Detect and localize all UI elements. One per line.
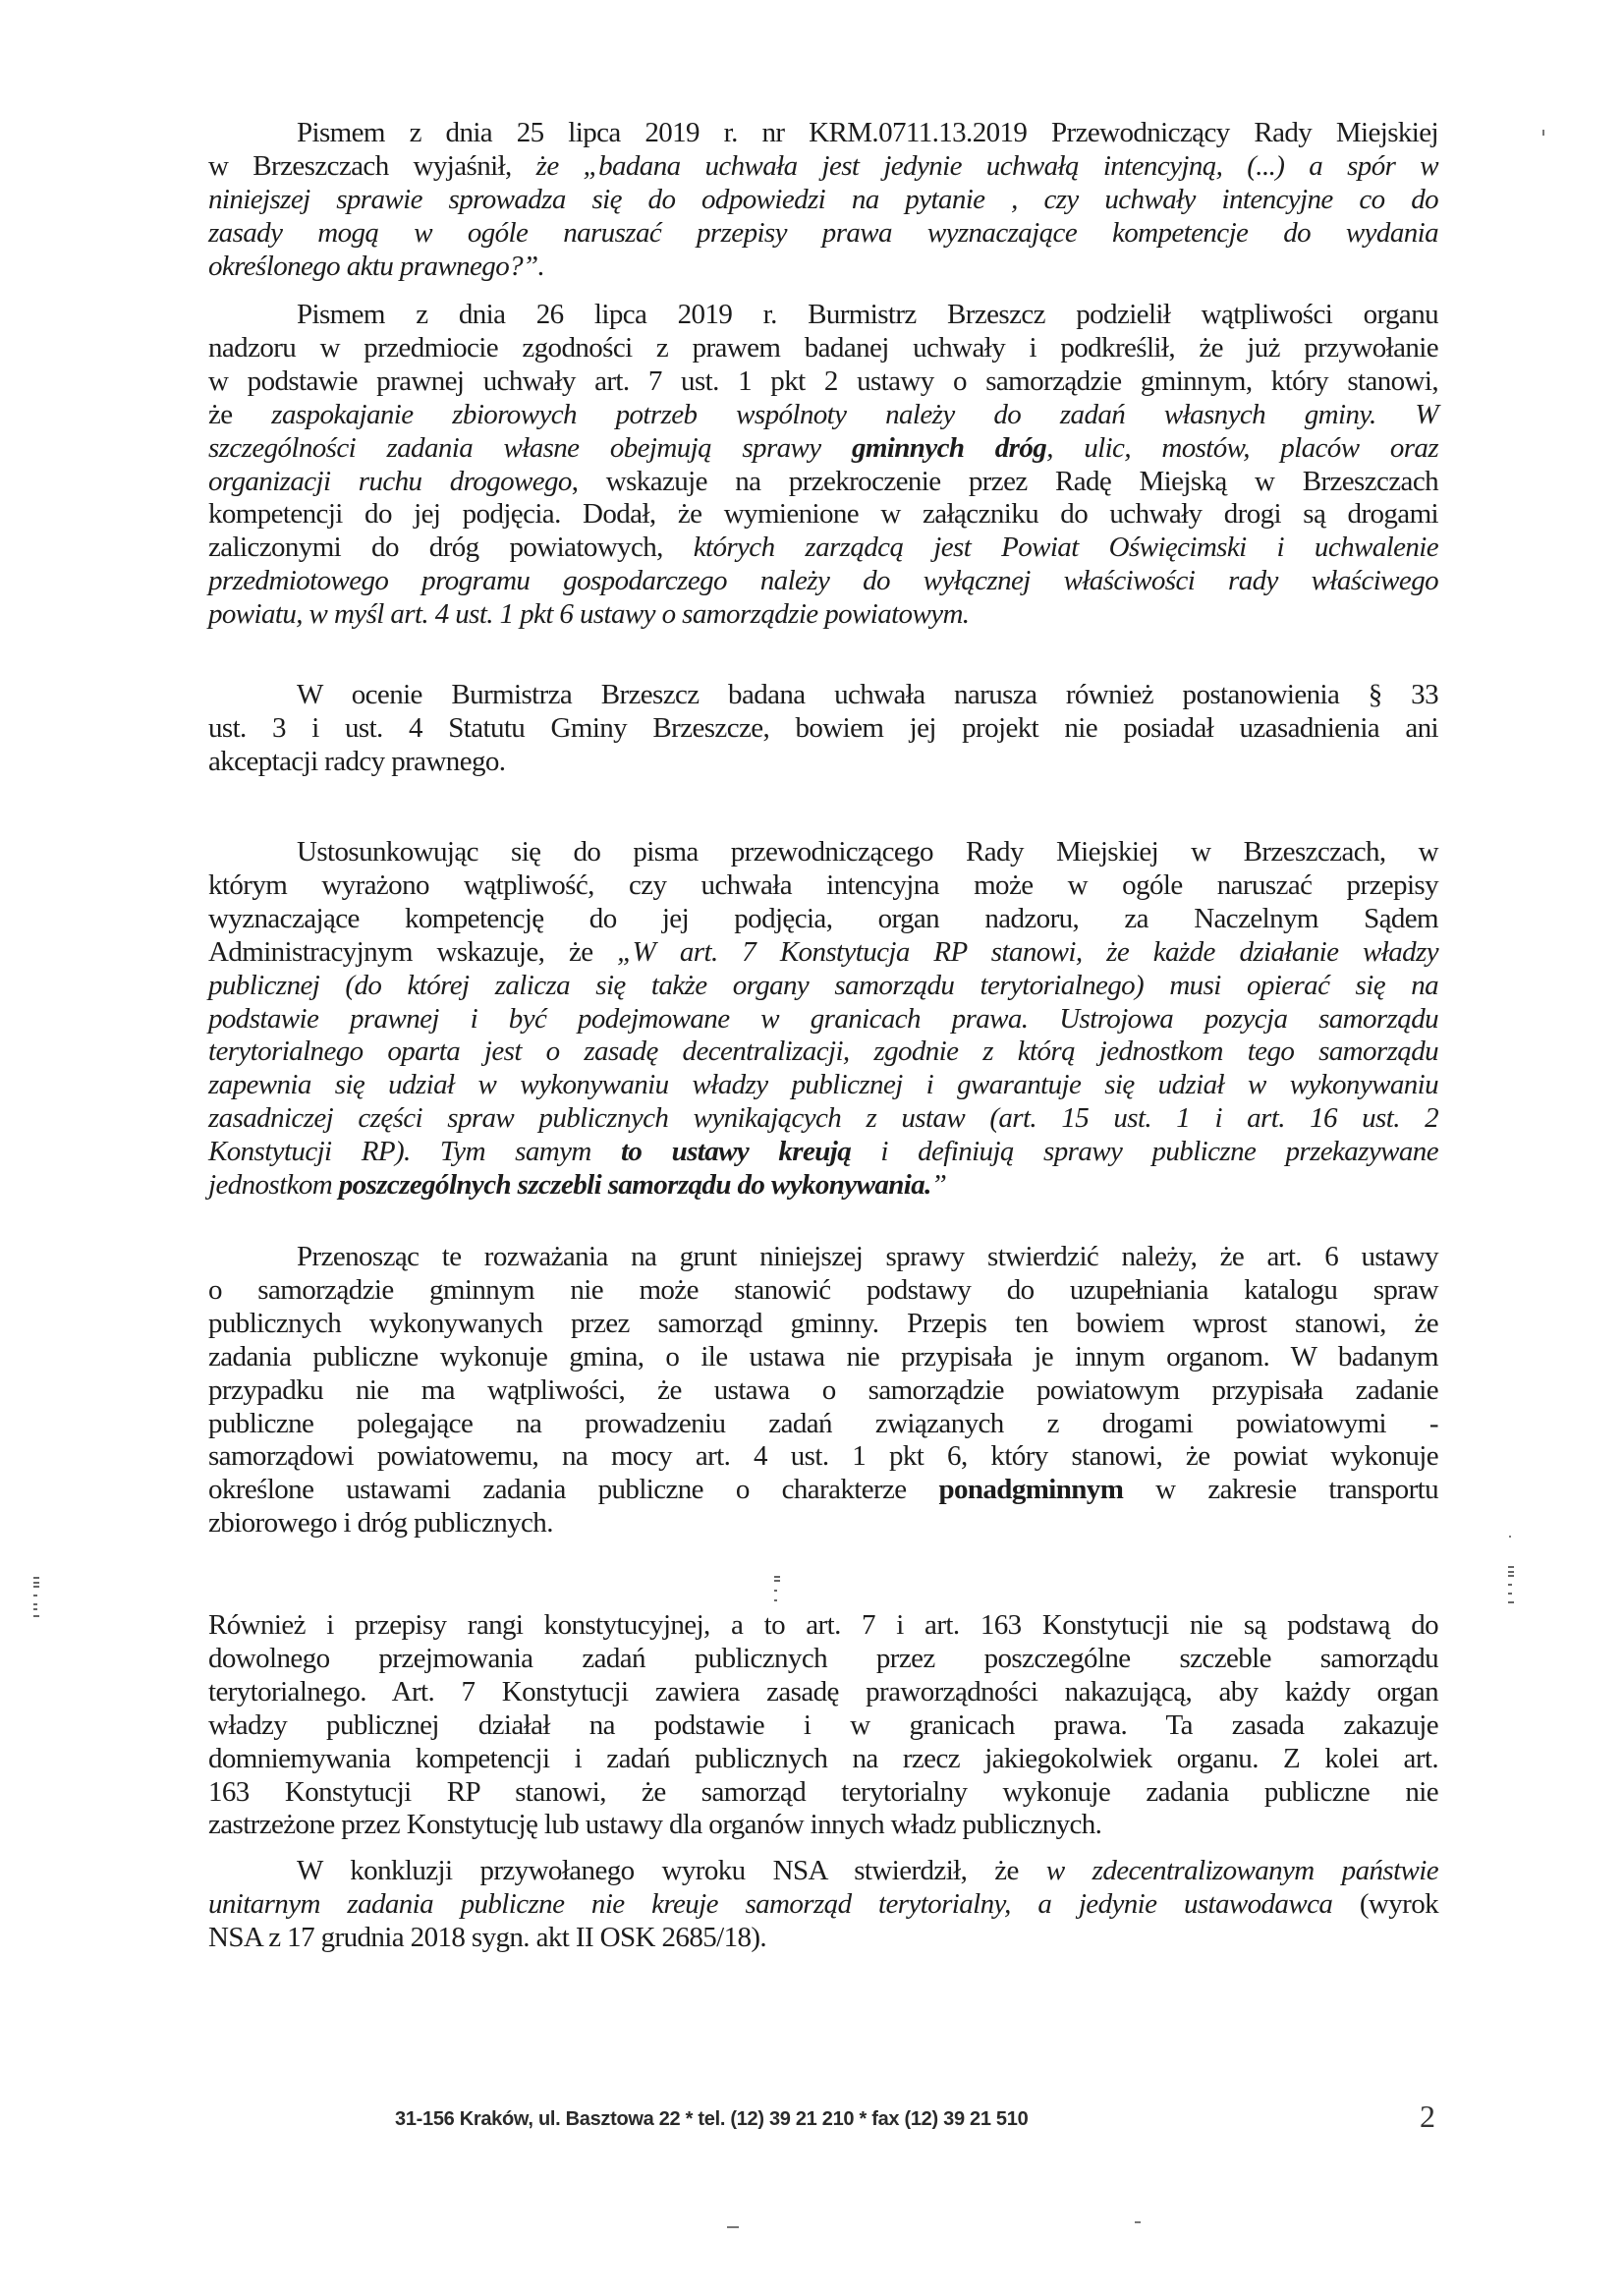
text-line [297, 678, 1438, 711]
text-run: w Brzeszczach wyjaśnił, [208, 149, 536, 182]
italic-text-run: podstawie prawnej i być podejmowane w granicach prawa. Ustrojowa pozycja samorządu [208, 1002, 1438, 1035]
text-line [208, 398, 1438, 431]
italic-text-run: których zarządcą jest Powiat Oświęcimski i uchwalenie [693, 532, 1438, 564]
italic-text-run: że „badana uchwała jest jedynie uchwałą intencyjną, (...) a spór w [535, 149, 1438, 182]
text-line [208, 497, 1438, 531]
bold-text-run: poszczególnych szczebli samorządu do wykonywania. [338, 1169, 931, 1201]
text-line [297, 1240, 1438, 1273]
text-run: publiczne polegające na prowadzeniu zadań związanych z drogami powiatowymi - [208, 1407, 1438, 1439]
italic-text-run: i definiują sprawy publiczne przekazywane [851, 1136, 1438, 1168]
text-run: Ustosunkowując się do pisma przewodniczącego Rady Miejskiej w Brzeszczach, w [297, 836, 1438, 868]
text-line [208, 431, 1438, 465]
text-run: ust. 3 i ust. 4 Statutu Gminy Brzeszcze, bowiem jej projekt nie posiadał uzasadnienia ani [208, 711, 1438, 744]
text-line [208, 1407, 1438, 1440]
text-line [208, 711, 1438, 745]
bold-text-run: ponadgminnym [938, 1474, 1124, 1506]
scan-speck [1135, 2221, 1141, 2223]
text-run: akceptacji radcy prawnego. [208, 745, 506, 777]
italic-text-run: „W art. 7 Konstytucja RP stanowi, że każde działanie władzy [617, 935, 1438, 968]
text-run: Przenosząc te rozważania na grunt niniejszej sprawy stwierdzić należy, że art. 6 ustawy [297, 1241, 1438, 1272]
text-run: NSA z 17 grudnia 2018 sygn. akt II OSK 2685/18). [208, 1921, 767, 1953]
text-run: publicznych wykonywanych przez samorząd gminny. Przepis ten bowiem wprost stanowi, że [208, 1307, 1438, 1339]
italic-text-run: zasadniczej części spraw publicznych wynikających z ustaw (art. 15 ust. 1 i art. 16 ust. 2 [208, 1102, 1438, 1135]
text-run: przypadku nie ma wątpliwości, że ustawa o samorządzie powiatowym przypisała zadanie [208, 1373, 1438, 1406]
text-line [208, 1002, 1438, 1036]
text-run: kompetencji do jej podjęcia. Dodał, że wymienione w załączniku do uchwały drogi są drogami [208, 498, 1438, 531]
text-run: domniemywania kompetencji i zadań publicznych na rzecz jakiegokolwiek organu. Z kolei art. [208, 1742, 1438, 1774]
text-line [208, 564, 1438, 597]
text-line [208, 1340, 1438, 1373]
italic-text-run: zaspokajanie zbiorowych potrzeb wspólnoty należy do zadań własnych gminy. W [271, 398, 1438, 430]
text-run: w podstawie prawnej uchwały art. 7 ust. 1 pkt 2 ustawy o samorządzie gminnym, który stanowi, [208, 364, 1438, 397]
text-line [208, 868, 1438, 902]
text-run: W konkluzji przywołanego wyroku NSA stwierdził, że [297, 1855, 1046, 1886]
text-line [208, 1775, 1438, 1809]
text-run: Pismem z dnia 25 lipca 2019 r. nr KRM.0711.13.2019 Przewodniczący Rady Miejskiej [297, 117, 1438, 148]
text-run: Administracyjnym wskazuje, że [208, 935, 618, 968]
italic-text-run: niniejszej sprawie sprowadza się do odpowiedzi na pytanie , czy uchwały intencyjne co do [208, 183, 1438, 215]
text-run: o samorządzie gminnym nie może stanowić podstawy do uzupełniania katalogu spraw [208, 1273, 1438, 1306]
text-line [208, 250, 1438, 283]
italic-text-run: zasady mogą w ogóle naruszać przepisy prawa wyznaczające kompetencje do wydania [208, 216, 1438, 249]
scan-speck [1509, 1536, 1511, 1538]
text-line [208, 364, 1438, 398]
text-line [208, 465, 1438, 498]
footer-address: 31-156 Kraków, ul. Basztowa 22 * tel. (12) 39 21 210 * fax (12) 39 21 510 [395, 2108, 1029, 2130]
text-line [297, 835, 1438, 868]
italic-text-run: ” [930, 1169, 947, 1201]
italic-text-run: organizacji ruchu drogowego [208, 465, 572, 497]
text-line [208, 216, 1438, 250]
text-line [208, 1887, 1438, 1921]
text-run: 163 Konstytucji RP stanowi, że samorząd terytorialny wykonuje zadania publiczne nie [208, 1775, 1438, 1808]
text-line [208, 1675, 1438, 1708]
text-line [208, 1439, 1438, 1473]
text-run: , wskazuje na przekroczenie przez Radę Miejską w Brzeszczach [571, 465, 1438, 497]
right-margin-scan-mark [1508, 1566, 1514, 1610]
text-run: W ocenie Burmistrza Brzeszcz badana uchwała narusza również postanowienia § 33 [297, 679, 1438, 710]
italic-text-run: , ulic, mostów, placów oraz [1046, 431, 1439, 464]
text-line [208, 745, 1438, 778]
text-line [208, 902, 1438, 935]
italic-text-run: powiatu, w myśl art. 4 ust. 1 pkt 6 ustawy o samorządzie powiatowym. [208, 598, 970, 631]
text-run: zaliczonymi do dróg powiatowych, [208, 532, 694, 564]
text-run: Również i przepisy rangi konstytucyjnej, a to art. 7 i art. 163 Konstytucji nie są podstawą do [208, 1609, 1438, 1641]
bold-text-run: gminnych dróg [851, 431, 1047, 464]
text-line [208, 597, 1438, 631]
text-line [208, 1808, 1438, 1841]
text-run: samorządowi powiatowemu, na mocy art. 4 ust. 1 pkt 6, który stanowi, że powiat wykonuje [208, 1440, 1438, 1473]
text-run: określone ustawami zadania publiczne o charakterze [208, 1474, 939, 1506]
text-line [208, 1506, 1438, 1540]
text-line [208, 1742, 1438, 1775]
text-line [208, 1473, 1438, 1506]
text-line [208, 1035, 1438, 1068]
italic-text-run: szczególności zadania własne obejmują sprawy [208, 431, 852, 464]
text-run: zadania publiczne wykonuje gmina, o ile ustawa nie przypisała je innym organom. W badanym [208, 1340, 1438, 1372]
left-margin-scan-mark [33, 1577, 39, 1616]
text-run: zastrzeżone przez Konstytucję lub ustawy dla organów innych władz publicznych. [208, 1809, 1102, 1841]
text-line [297, 1854, 1438, 1887]
text-run: Pismem z dnia 26 lipca 2019 r. Burmistrz Brzeszcz podzielił wątpliwości organu [297, 299, 1438, 330]
italic-text-run: określonego aktu prawnego?”. [208, 250, 545, 282]
text-line [297, 116, 1438, 149]
text-line [208, 1101, 1438, 1135]
italic-text-run: Konstytucji RP). Tym samym [208, 1136, 621, 1168]
italic-text-run: przedmiotowego programu gospodarczego należy do wyłącznej właściwości rady właściwego [208, 565, 1438, 597]
text-line [208, 1921, 1438, 1954]
text-line [208, 183, 1438, 216]
text-run: terytorialnego. Art. 7 Konstytucji zawiera zasadę praworządności nakazującą, aby każdy organ [208, 1675, 1438, 1708]
text-line [208, 1373, 1438, 1407]
text-line [208, 1642, 1438, 1675]
text-line [208, 531, 1438, 564]
scan-speck [727, 2226, 739, 2228]
italic-text-run: jednostkom [208, 1169, 339, 1201]
text-line [208, 149, 1438, 183]
italic-text-run: unitarnym zadania publiczne nie kreuje samorząd terytorialny, a jedynie ustawodawca [208, 1887, 1333, 1920]
page-number: 2 [1420, 2099, 1435, 2134]
text-line [208, 1273, 1438, 1307]
bold-text-run: to ustawy kreują [620, 1136, 852, 1168]
text-line [208, 1307, 1438, 1340]
text-run: wyznaczające kompetencję do jej podjęcia, organ nadzoru, za Naczelnym Sądem [208, 902, 1438, 934]
text-run: w zakresie transportu [1123, 1474, 1438, 1506]
text-line [208, 1168, 1438, 1202]
text-run: władzy publicznej działał na podstawie i w granicach prawa. Ta zasada zakazuje [208, 1708, 1438, 1741]
text-line [208, 1708, 1438, 1742]
text-line [208, 969, 1438, 1002]
italic-text-run: zapewnia się udział w wykonywaniu władzy publicznej i gwarantuje się udział w wykonywaniu [208, 1069, 1438, 1101]
text-run: którym wyrażono wątpliwość, czy uchwała intencyjna może w ogóle naruszać przepisy [208, 868, 1438, 901]
text-line [208, 935, 1438, 969]
text-run: (wyrok [1332, 1887, 1438, 1920]
scan-speck [1542, 130, 1544, 136]
text-run: nadzoru w przedmiocie zgodności z prawem badanej uchwały i podkreślił, że już przywołanie [208, 331, 1438, 364]
text-line [208, 331, 1438, 364]
text-line [208, 1608, 1438, 1642]
text-run: zbiorowego i dróg publicznych. [208, 1507, 553, 1540]
text-line [297, 298, 1438, 331]
italic-text-run: w zdecentralizowanym państwie [1045, 1855, 1439, 1886]
text-line [208, 1135, 1438, 1168]
text-line [208, 1068, 1438, 1101]
text-run: że [208, 398, 272, 430]
center-scan-mark [774, 1576, 780, 1610]
italic-text-run: terytorialnego oparta jest o zasadę decentralizacji, zgodnie z którą jednostkom tego samorządu [208, 1036, 1438, 1068]
italic-text-run: publicznej (do której zalicza się także organy samorządu terytorialnego) musi opierać się na [208, 969, 1438, 1001]
text-run: dowolnego przejmowania zadań publicznych przez poszczególne szczeble samorządu [208, 1642, 1438, 1674]
